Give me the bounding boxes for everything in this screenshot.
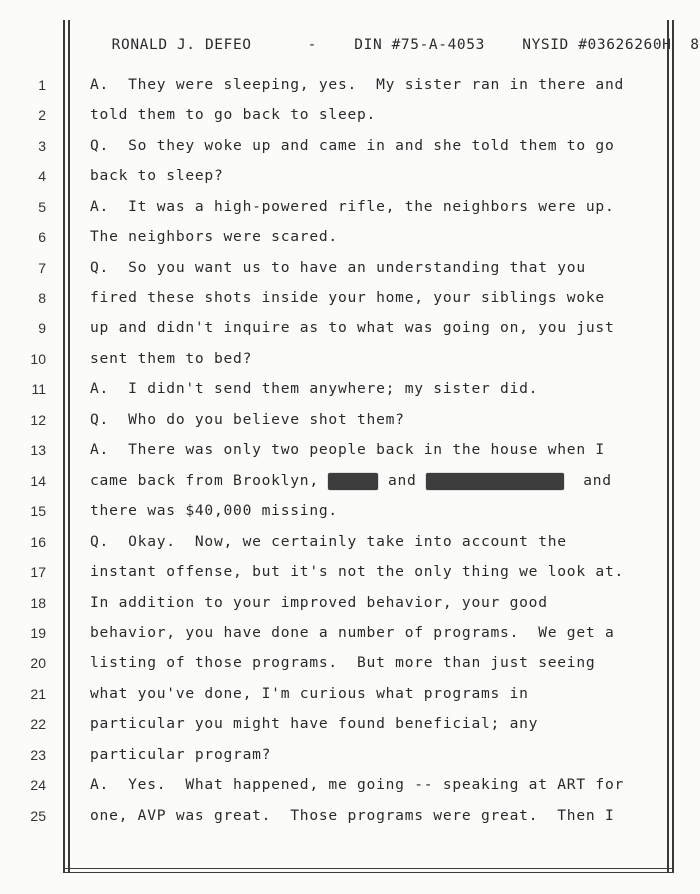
transcript-line: A. They were sleeping, yes. My sister ran in there and bbox=[90, 76, 625, 93]
line-number: 11 bbox=[31, 381, 46, 397]
bottom-rule-a bbox=[63, 868, 674, 869]
transcript-line: listing of those programs. But more than just seeing bbox=[90, 654, 596, 671]
transcript-line: one, AVP was great. Those programs were great. Then I bbox=[90, 807, 615, 824]
line-number: 18 bbox=[30, 595, 46, 611]
transcript-line: A. There was only two people back in the house when I bbox=[90, 441, 605, 458]
line-number: 6 bbox=[38, 229, 46, 245]
line-number: 24 bbox=[30, 777, 46, 793]
transcript-header bbox=[93, 21, 700, 53]
transcript-line: behavior, you have done a number of programs. We get a bbox=[90, 624, 615, 641]
line-number: 10 bbox=[30, 351, 46, 367]
bottom-rule-b bbox=[63, 872, 674, 873]
line-number: 16 bbox=[30, 534, 46, 550]
transcript-line: The neighbors were scared. bbox=[90, 228, 338, 245]
line-number: 5 bbox=[38, 199, 46, 215]
line-number: 12 bbox=[30, 412, 46, 428]
header-nysid: NYSID #03626260H bbox=[522, 37, 672, 53]
right-rule-b bbox=[672, 20, 674, 872]
transcript-line: what you've done, I'm curious what programs in bbox=[90, 685, 529, 702]
redaction-block bbox=[426, 473, 564, 490]
line-segment: came back from Brooklyn, bbox=[90, 472, 319, 489]
transcript-line: A. I didn't send them anywhere; my sister did. bbox=[90, 380, 539, 397]
line-number: 17 bbox=[30, 564, 46, 580]
redaction-block bbox=[328, 473, 378, 490]
transcript-line: A. It was a high-powered rifle, the neighbors were up. bbox=[90, 198, 615, 215]
transcript-line: Q. So you want us to have an understanding that you bbox=[90, 259, 586, 276]
transcript-line: A. Yes. What happened, me going -- speaking at ART for bbox=[90, 776, 625, 793]
transcript-line: particular program? bbox=[90, 746, 272, 763]
line-number: 25 bbox=[30, 808, 46, 824]
margin-rule-inner bbox=[68, 20, 70, 872]
transcript-line: particular you might have found beneficial; any bbox=[90, 715, 539, 732]
line-number: 7 bbox=[38, 260, 46, 276]
transcript-line: Q. Who do you believe shot them? bbox=[90, 411, 405, 428]
page-number: 8 bbox=[690, 37, 700, 53]
line-number: 8 bbox=[38, 290, 46, 306]
header-name: RONALD J. DEFEO bbox=[111, 37, 252, 53]
line-number: 1 bbox=[38, 77, 46, 93]
line-number: 2 bbox=[38, 107, 46, 123]
transcript-line: sent them to bed? bbox=[90, 350, 253, 367]
line-number: 9 bbox=[38, 320, 46, 336]
line-segment: and bbox=[583, 472, 612, 489]
line-number: 13 bbox=[30, 442, 46, 458]
transcript-line-redacted bbox=[90, 472, 660, 490]
transcript-line: Q. So they woke up and came in and she told them to go bbox=[90, 137, 615, 154]
line-number: 15 bbox=[30, 503, 46, 519]
margin-rule-outer bbox=[63, 20, 65, 872]
line-number: 23 bbox=[30, 747, 46, 763]
transcript-line: In addition to your improved behavior, your good bbox=[90, 594, 548, 611]
line-number: 22 bbox=[30, 716, 46, 732]
transcript-line: told them to go back to sleep. bbox=[90, 106, 377, 123]
header-separator: - bbox=[307, 37, 317, 53]
line-number: 19 bbox=[30, 625, 46, 641]
header-din: DIN #75-A-4053 bbox=[354, 37, 485, 53]
transcript-line: there was $40,000 missing. bbox=[90, 502, 338, 519]
transcript-line: fired these shots inside your home, your siblings woke bbox=[90, 289, 605, 306]
line-number: 4 bbox=[38, 168, 46, 184]
transcript-line: back to sleep? bbox=[90, 167, 224, 184]
line-number: 3 bbox=[38, 138, 46, 154]
line-number: 14 bbox=[30, 473, 46, 489]
transcript-line: Q. Okay. Now, we certainly take into account the bbox=[90, 533, 567, 550]
line-segment: and bbox=[387, 472, 417, 489]
line-number: 20 bbox=[30, 655, 46, 671]
line-number: 21 bbox=[30, 686, 46, 702]
right-rule-a bbox=[667, 20, 669, 872]
transcript-line: instant offense, but it's not the only thing we look at. bbox=[90, 563, 625, 580]
transcript-line: up and didn't inquire as to what was going on, you just bbox=[90, 319, 615, 336]
